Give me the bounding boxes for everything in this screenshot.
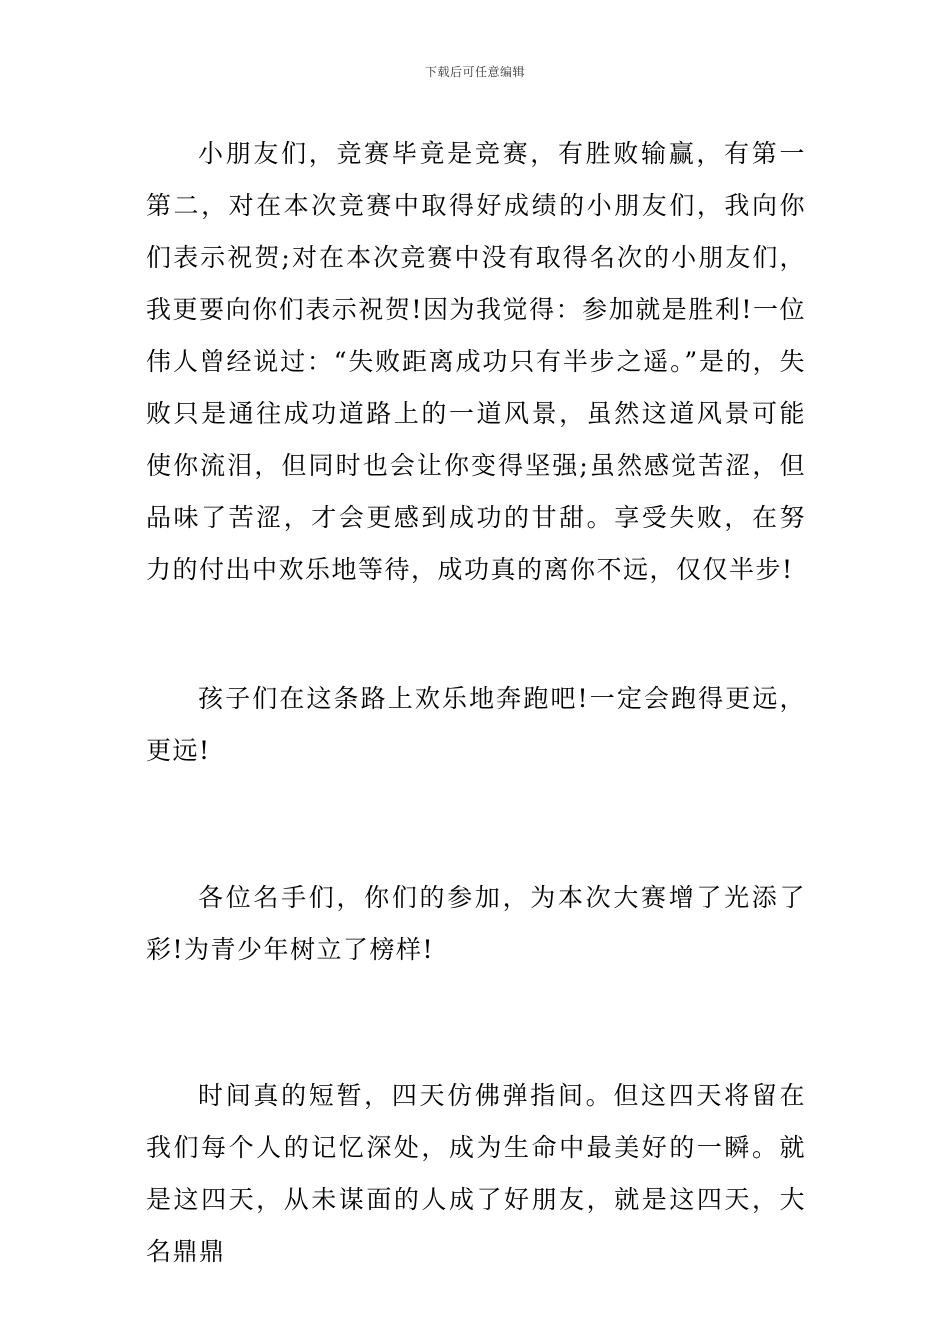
paragraph-2: 孩子们在这条路上欢乐地奔跑吧!一定会跑得更远，更远! [146, 684, 806, 765]
paragraph-3: 各位名手们，你们的参加，为本次大赛增了光添了彩!为青少年树立了榜样! [146, 883, 806, 964]
header-note: 下载后可任意编辑 [424, 65, 525, 79]
paragraph-1: 小朋友们，竞赛毕竟是竞赛，有胜败输赢，有第一第二，对在本次竞赛中取得好成绩的小朋友们，我向你们表示祝贺;对在本次竞赛中没有取得名次的小朋友们，我更要向你们表示祝贺!因为我觉得：参加就是胜利!一位伟人曾经说过：“失败距离成功只有半步之遥。”是的，失败只是通往成功道路上的一道风景，虽然这道风景可能使你流泪，但同时也会让你变得坚强;虽然感觉苦涩，但品味了苦涩，才会更感到成功的甘甜。享受失败，在努力的付出中欢乐地等待，成功真的离你不远，仅仅半步! [146, 139, 806, 584]
paragraph-4: 时间真的短暂，四天仿佛弹指间。但这四天将留在我们每个人的记忆深处，成为生命中最美好的一瞬。就是这四天，从未谋面的人成了好朋友，就是这四天，大名鼎鼎 [146, 1081, 806, 1266]
